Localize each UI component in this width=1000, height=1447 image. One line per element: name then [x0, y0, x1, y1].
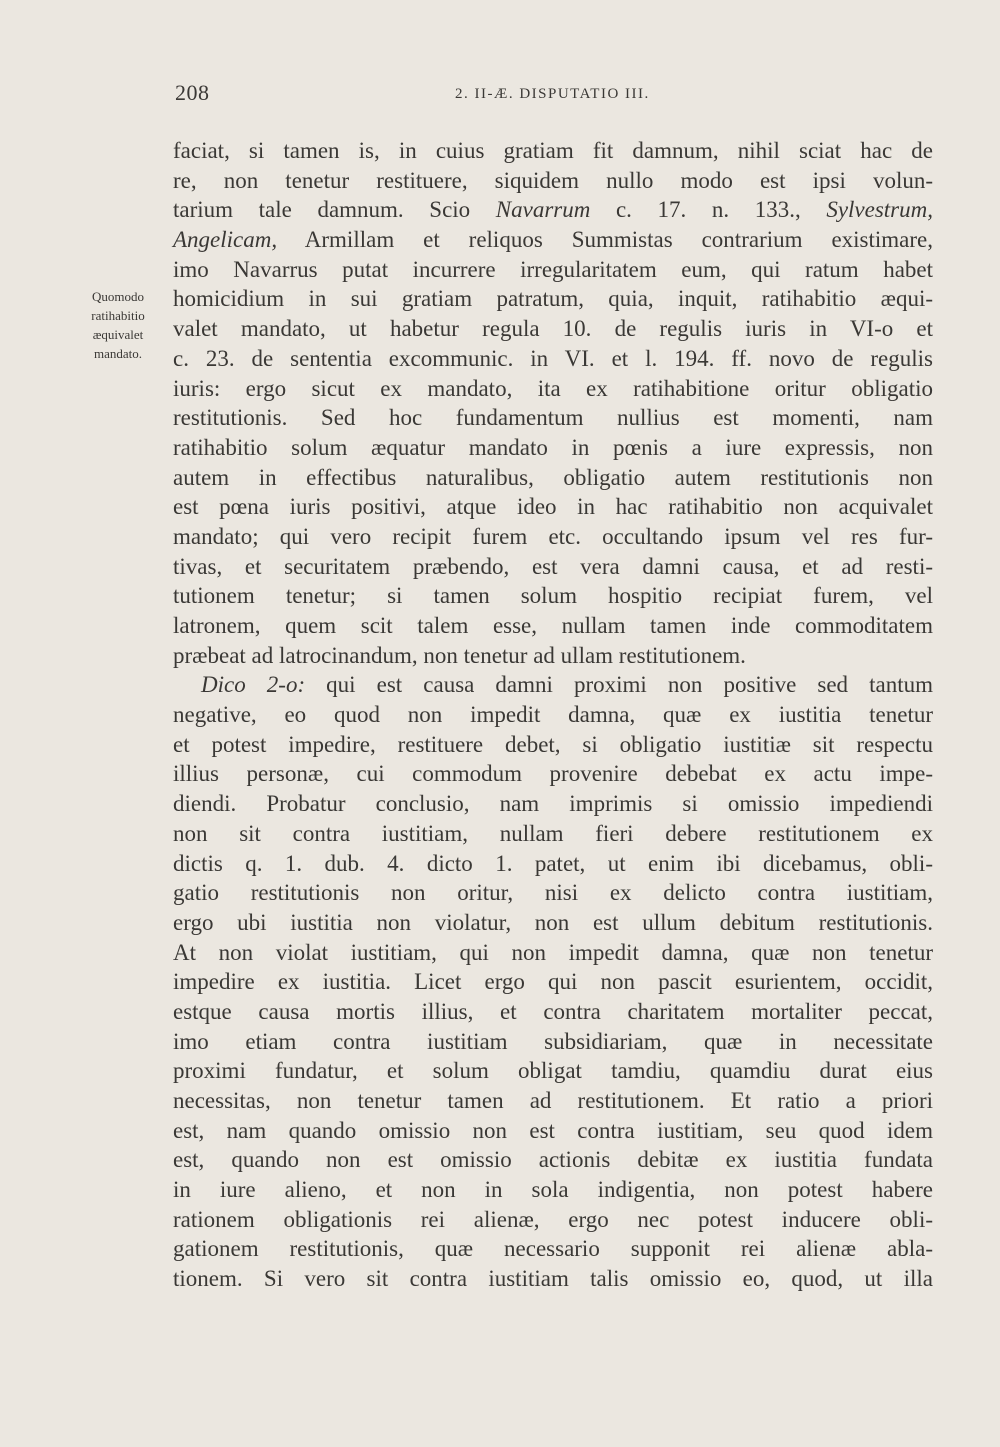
text-segment: et potest impedire, restituere debet, si obligatio iustitiæ sit respectu [173, 731, 933, 757]
text-segment: re, non tenetur restituere, siquidem nullo modo est ipsi volun- [173, 167, 933, 193]
text-segment: faciat, si tamen is, in cuius gratiam fit damnum, nihil sciat hac de [173, 138, 933, 163]
text-line [173, 670, 933, 700]
text-segment: mandato; qui vero recipit furem etc. occultando ipsum vel res fur- [173, 523, 933, 549]
text-line [173, 789, 933, 819]
text-line [173, 344, 933, 374]
text-line [173, 938, 933, 968]
text-segment: valet mandato, ut habetur regula 10. de regulis iuris in VI-o et [173, 316, 933, 342]
text-line [173, 1234, 933, 1264]
text-line [173, 878, 933, 908]
text-segment: ratihabitio solum æquatur mandato in pœnis a iure expressis, non [173, 434, 933, 460]
text-segment: impedire ex iustitia. Licet ergo qui non pascit esurientem, occidit, [173, 969, 933, 995]
text-segment: restitutionis. Sed hoc fundamentum nullius est momenti, nam [173, 405, 933, 431]
text-segment: rationem obligationis rei alienæ, ergo nec potest inducere obli- [173, 1206, 933, 1232]
text-segment: Armillam et reliquos Summistas contrarium existimare, [277, 227, 933, 253]
text-segment: dictis q. 1. dub. 4. dicto 1. patet, ut enim ibi dicebamus, obli- [173, 850, 933, 876]
text-segment: diendi. Probatur conclusio, nam imprimis si omissio impediendi [173, 791, 933, 817]
text-line [173, 1116, 933, 1146]
italic-text: Navarrum [495, 197, 591, 223]
text-line [173, 284, 933, 314]
text-segment: latronem, quem scit talem esse, nullam tamen inde commoditatem [173, 613, 933, 638]
text-line [173, 1145, 933, 1175]
text-line [173, 195, 933, 225]
text-segment: homicidium in sui gratiam patratum, quia, inquit, ratihabitio æqui- [173, 286, 933, 312]
text-segment: gationem restitutionis, quæ necessario supponit rei alienæ abla- [173, 1236, 933, 1262]
text-line [173, 700, 933, 730]
text-segment: iuris: ergo sicut ex mandato, ita ex ratihabitione oritur obligatio [173, 375, 933, 401]
text-line [173, 433, 933, 463]
text-segment: in iure alieno, et non in sola indigentia, non potest habere [173, 1177, 933, 1203]
text-segment: negative, eo quod non impedit damna, quæ ex iustitia tenetur [173, 702, 933, 728]
text-line [173, 403, 933, 433]
text-segment: est pœna iuris positivi, atque ideo in hac ratihabitio non acquivalet [173, 494, 933, 520]
text-segment: ergo ubi iustitia non violatur, non est ullum debitum restitutionis. [173, 909, 933, 935]
italic-text: Angelicam, [173, 227, 278, 253]
text-segment: autem in effectibus naturalibus, obligatio autem restitutionis non [173, 464, 933, 490]
margin-note-line: ratihabitio [91, 308, 145, 323]
text-line [173, 1175, 933, 1205]
italic-text: Dico 2-o: [201, 672, 306, 698]
text-segment: est, quando non est omissio actionis debitæ ex iustitia fundata [173, 1147, 933, 1173]
text-line [173, 1056, 933, 1086]
text-line [173, 374, 933, 404]
text-line [173, 136, 933, 166]
italic-text: Sylvestrum, [826, 197, 933, 223]
text-line [173, 641, 933, 671]
text-segment: At non violat iustitiam, qui non impedit damna, quæ non tenetur [173, 939, 933, 965]
text-line [173, 997, 933, 1027]
text-line [173, 730, 933, 760]
text-segment: c. 17. n. 133., [590, 197, 827, 223]
text-line [173, 166, 933, 196]
text-segment: præbeat ad latrocinandum, non tenetur ad ullam restitutionem. [173, 642, 746, 668]
text-line [173, 759, 933, 789]
text-segment: tivas, et securitatem præbendo, est vera damni causa, et ad resti- [173, 553, 933, 579]
text-segment: necessitas, non tenetur tamen ad restitutionem. Et ratio a priori [173, 1088, 933, 1113]
text-line [173, 1086, 933, 1116]
text-segment: imo Navarrus putat incurrere irregularitatem eum, qui ratum habet [173, 256, 933, 282]
text-line [173, 255, 933, 285]
text-line [173, 552, 933, 582]
text-line [173, 849, 933, 879]
text-line [173, 1264, 933, 1294]
margin-note [78, 287, 158, 363]
text-line [173, 463, 933, 493]
text-segment: imo etiam contra iustitiam subsidiariam, quæ in necessitate [173, 1028, 933, 1054]
margin-note-line: Quomodo [92, 289, 144, 304]
text-line [173, 908, 933, 938]
text-segment: gatio restitutionis non oritur, nisi ex delicto contra iustitiam, [173, 880, 933, 906]
page-number: 208 [175, 80, 210, 105]
text-line [173, 819, 933, 849]
margin-note-line: æquivalet [92, 327, 144, 342]
text-line [173, 522, 933, 552]
text-line [173, 581, 933, 611]
text-line [173, 1027, 933, 1057]
text-segment: non sit contra iustitiam, nullam fieri debere restitutionem ex [173, 820, 933, 846]
text-segment: tionem. Si vero sit contra iustitiam talis omissio eo, quod, ut illa [173, 1266, 933, 1292]
text-segment: qui est causa damni proximi non positive sed tantum [305, 672, 934, 698]
text-segment: c. 23. de sententia excommunic. in VI. et l. 194. ff. novo de regulis [173, 345, 933, 371]
text-segment: tutionem tenetur; si tamen solum hospitio recipiat furem, vel [173, 583, 933, 609]
text-line [173, 967, 933, 997]
running-head: 2. II-Æ. DISPUTATIO III. [455, 86, 650, 102]
text-line [173, 225, 933, 255]
text-segment: est, nam quando omissio non est contra iustitiam, seu quod idem [173, 1117, 933, 1143]
body-text [173, 136, 933, 1294]
text-line [173, 314, 933, 344]
text-line [173, 1205, 933, 1235]
text-line [173, 611, 933, 641]
text-segment: tarium tale damnum. Scio [173, 197, 496, 223]
text-line [173, 492, 933, 522]
margin-note-line: mandato. [93, 346, 142, 361]
text-segment: estque causa mortis illius, et contra charitatem mortaliter peccat, [173, 998, 933, 1024]
text-segment: proximi fundatur, et solum obligat tamdiu, quamdiu durat eius [173, 1058, 933, 1084]
text-segment: illius personæ, cui commodum provenire debebat ex actu impe- [173, 761, 933, 787]
